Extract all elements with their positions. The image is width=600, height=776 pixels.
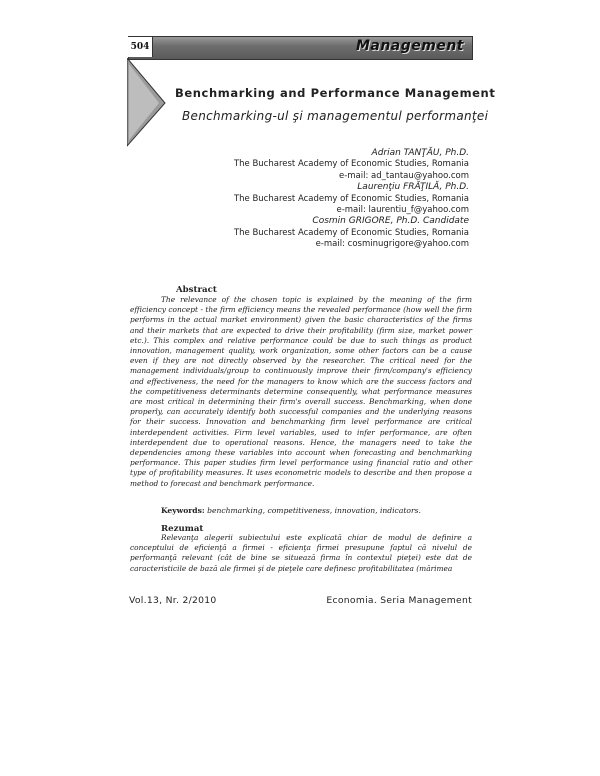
author-email: e-mail: cosminugrigore@yahoo.com [315,239,469,250]
page-number: 504 [128,37,153,57]
abstract-body: The relevance of the chosen topic is explained by the meaning of the firm efficiency concept - the firm efficiency means the revealed performance (how well the firm performs in the actual market environment) given the basic characteristics of the firms and their markets that are expected to drive their profitability (firm size, market power etc.). This complex and relative performance could be due to such things as product innovation, management quality, work organization, some other factors can be a cause even if they are not directly observed by the researcher. The critical need for the management individuals/group to continuously improve their firm/company's efficiency and effectiveness, the need for the managers to know which are the success factors and the competitiveness determinants determine consequently, what performance measures are most critical in determining their firm's overall success. Benchmarking, when done properly, can accurately identify both successful companies and the underlying reasons for their success. Innovation and benchmarking firm level performance are critical interdependent activities. Firm level variables, used to infer performance, are often interdependent due to operational reasons. Hence, the managers need to take the dependencies among these variables into account when forecasting and benchmarking performance. This paper studies firm level performance using financial ratio and other type of profitability measures. It uses econometric models to describe and then propose a method to forecast and benchmark performance. [130,295,472,488]
author-name: Cosmin GRIGORE, Ph.D. Candidate [312,216,469,227]
abstract-heading: Abstract [176,285,217,295]
footer-journal: Economia. Seria Management [326,595,472,606]
rezumat-heading: Rezumat [161,524,204,534]
article-subtitle: Benchmarking-ul şi managementul performanţei [182,109,489,123]
header-bar [128,36,473,60]
author-affiliation: The Bucharest Academy of Economic Studies, Romania [233,193,469,204]
author-name: Adrian TANŢĂU, Ph.D. [371,148,469,158]
article-title: Benchmarking and Performance Management [175,86,496,100]
rezumat-body: Relevanţa alegerii subiectului este explicată chiar de modul de definire a conceptului de eficienţă a firmei - eficienţa firmei presupune faptul că nivelul de performanţă relevant (cât de bine se situează firma în contextul pieţei) este dat de caracteristicile de bază ale firmei şi de pieţele care definesc profitabilitatea (mărimea [130,533,472,573]
section-name: Management [355,38,464,54]
footer-volume: Vol.13, Nr. 2/2010 [129,595,217,606]
author-email: e-mail: ad_tantau@yahoo.com [338,170,469,181]
decorative-triangle [127,58,167,148]
author-email: e-mail: laurentiu_f@yahoo.com [336,205,469,216]
author-block [234,148,469,251]
author-affiliation: The Bucharest Academy of Economic Studies, Romania [233,159,469,170]
author-affiliation: The Bucharest Academy of Economic Studies, Romania [233,227,469,238]
author-name: Laurenţiu FRĂŢILĂ, Ph.D. [357,182,469,193]
keywords-label: Keywords: [161,506,205,515]
keywords-text: benchmarking, competitiveness, innovation, indicators. [207,506,421,515]
keywords-line [161,506,472,516]
